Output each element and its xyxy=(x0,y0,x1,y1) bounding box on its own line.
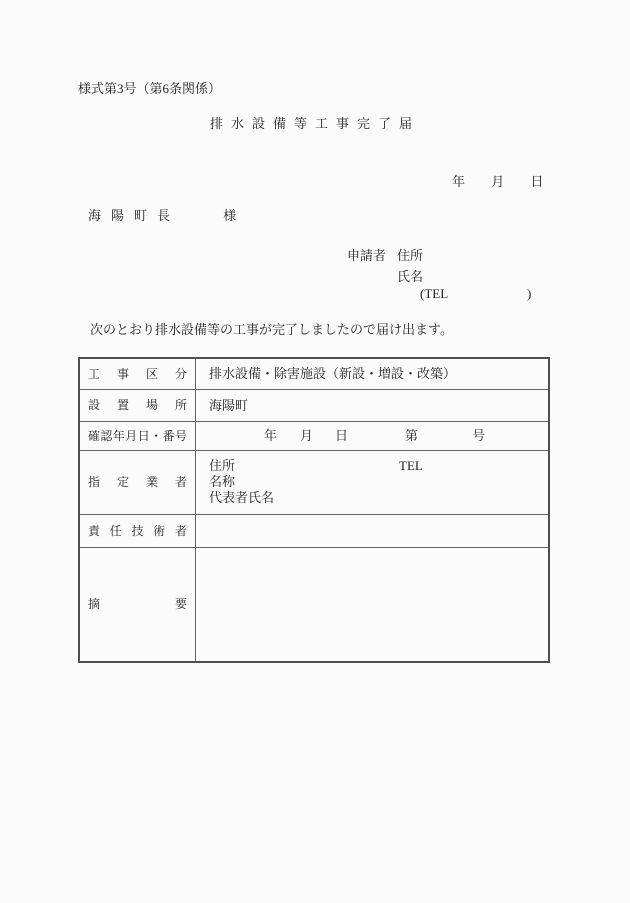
completion-form-table xyxy=(78,357,550,663)
month-label: 月 xyxy=(491,174,505,189)
applicant-tel-label: (TEL xyxy=(420,286,449,301)
contractor-representative-label: 代表者氏名 xyxy=(209,490,275,505)
confirm-day-label: 日 xyxy=(335,428,349,443)
remarks-label: 摘 要 xyxy=(88,597,187,612)
confirm-year-label: 年 xyxy=(264,428,278,443)
honorific-label: 様 xyxy=(223,208,237,223)
table-row xyxy=(79,547,549,662)
responsible-engineer-header xyxy=(79,514,196,547)
applicant-tel-close-paren: ) xyxy=(527,286,532,301)
designated-contractor-header xyxy=(79,450,196,514)
addressee-name: 海陽町長 xyxy=(88,208,181,223)
table-row xyxy=(79,358,549,389)
contractor-address-label: 住所 xyxy=(209,458,236,473)
addressee-line xyxy=(88,209,236,222)
intro-sentence: 次のとおり排水設備等の工事が完了しましたので届け出ます。 xyxy=(90,322,453,337)
responsible-engineer-value xyxy=(196,514,550,547)
installation-site-value: 海陽町 xyxy=(196,389,550,421)
confirm-no-prefix-label: 第 xyxy=(405,428,419,443)
applicant-name-label: 氏名 xyxy=(397,269,424,284)
year-label: 年 xyxy=(452,174,466,189)
designated-contractor-label: 指 定 業 者 xyxy=(88,475,187,489)
form-number: 様式第3号（第6条関係） xyxy=(78,81,222,96)
table-row xyxy=(79,389,549,421)
document-title: 排水設備等工事完了届 xyxy=(209,116,420,131)
applicant-label: 申請者 xyxy=(347,248,387,263)
responsible-engineer-label: 責 任 技 術 者 xyxy=(88,523,187,538)
work-category-label: 工 事 区 分 xyxy=(88,366,187,381)
date-line xyxy=(452,175,544,188)
confirmation-date-number-header xyxy=(79,421,196,450)
installation-site-header xyxy=(79,389,196,421)
confirm-no-suffix-label: 号 xyxy=(472,428,486,443)
contractor-name-label: 名称 xyxy=(209,474,236,489)
contractor-address-line xyxy=(209,458,548,474)
work-category-value: 排水設備・除害施設（新設・増設・改築） xyxy=(196,358,550,389)
table-row xyxy=(79,514,549,547)
designated-contractor-value xyxy=(196,450,550,514)
confirmation-date-number-label: 確認年月日・番号 xyxy=(88,428,187,443)
applicant-address-label: 住所 xyxy=(397,248,424,263)
table-row xyxy=(79,421,549,450)
remarks-header xyxy=(79,547,196,662)
day-label: 日 xyxy=(530,174,544,189)
contractor-tel-label: TEL xyxy=(399,458,423,473)
table-row xyxy=(79,450,549,514)
confirm-month-label: 月 xyxy=(300,428,314,443)
remarks-value xyxy=(196,547,550,662)
confirmation-date-number-value xyxy=(196,421,550,450)
work-category-header xyxy=(79,358,196,389)
installation-site-label: 設 置 場 所 xyxy=(88,398,187,412)
